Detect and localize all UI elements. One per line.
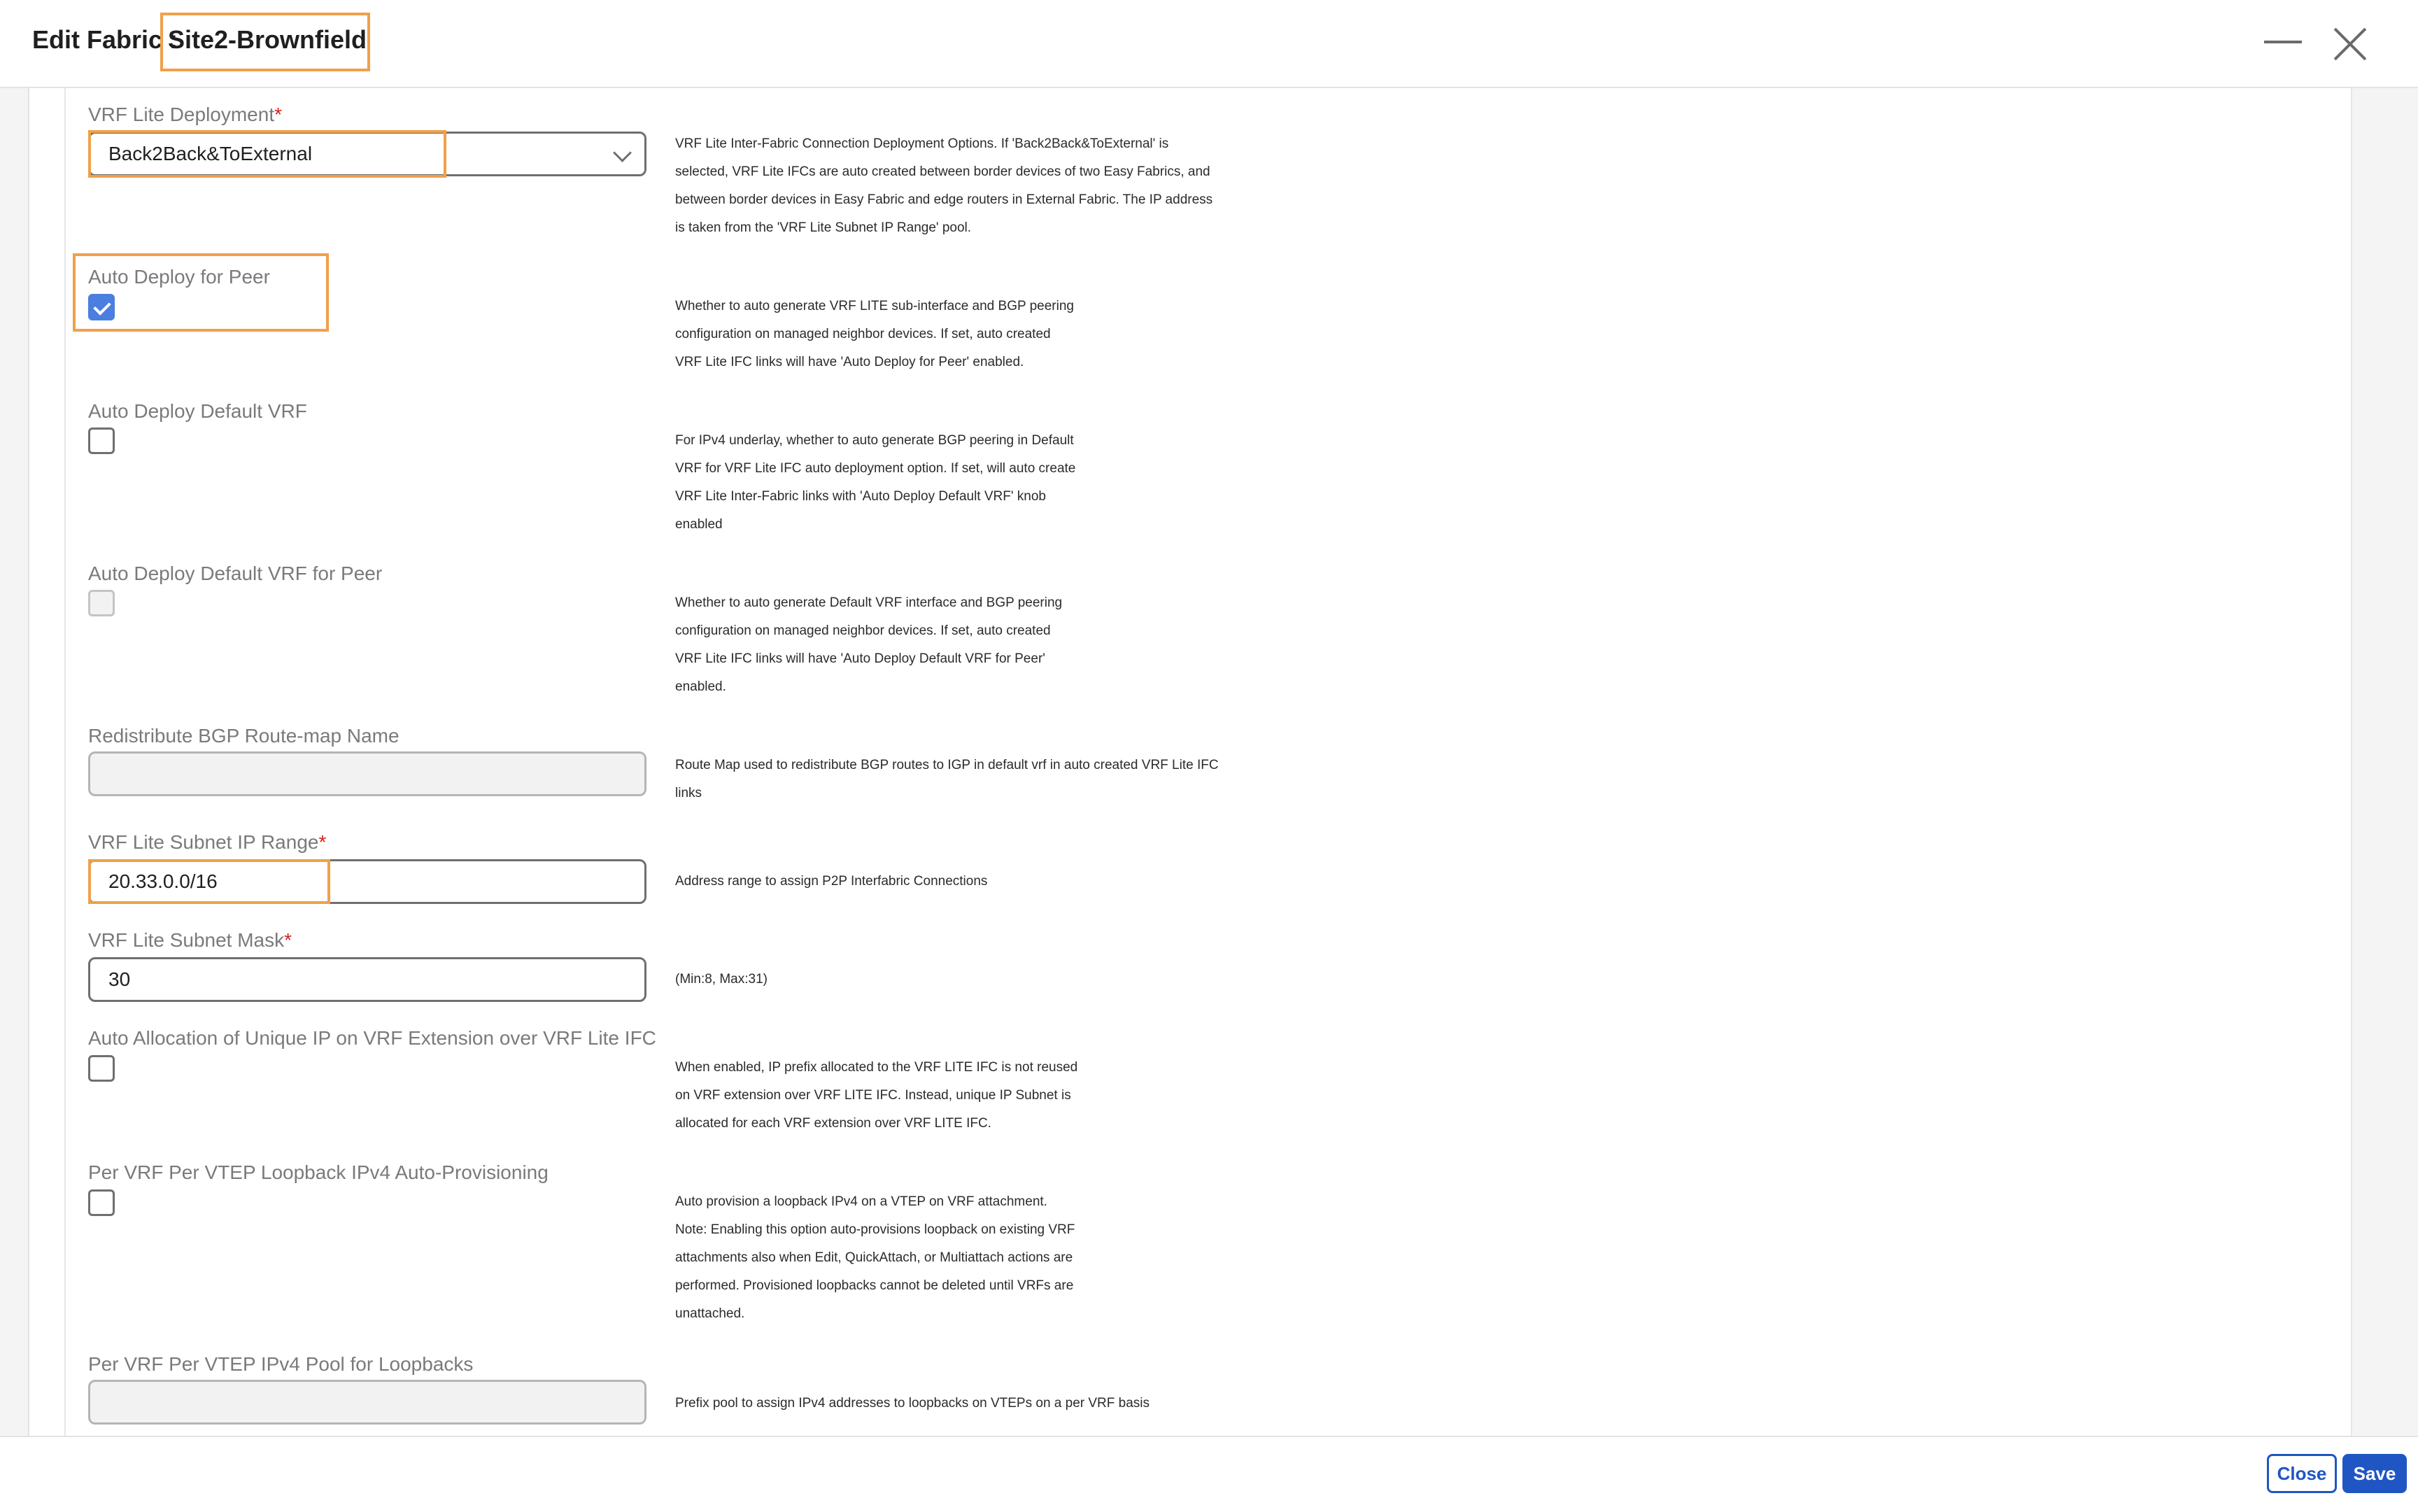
help-line: links [675,786,702,800]
per-vrf-loopback-pool-input [88,1380,646,1425]
auto-alloc-unique-ip-help [675,1054,1077,1138]
auto-alloc-unique-ip-checkbox[interactable] [88,1055,115,1082]
help-line: Route Map used to redistribute BGP routes to IGP in default vrf in auto created VRF Lite IFC [675,758,1219,772]
help-line: Whether to auto generate VRF LITE sub-interface and BGP peering [675,299,1074,313]
close-icon[interactable] [2333,27,2368,62]
help-line: Address range to assign P2P Interfabric Connections [675,874,988,889]
vrf-lite-deployment-select[interactable] [88,132,646,176]
help-line: VRF Lite Inter-Fabric links with 'Auto Deploy Default VRF' knob [675,489,1046,504]
auto-deploy-default-vrf-help [675,427,1075,539]
vrf-lite-subnet-mask-label [88,929,292,952]
vrf-lite-subnet-range-label [88,831,326,854]
help-line: performed. Provisioned loopbacks cannot be deleted until VRFs are [675,1278,1074,1293]
auto-deploy-peer-help [675,292,1074,376]
auto-deploy-peer-label: Auto Deploy for Peer [88,266,270,288]
help-line: on VRF extension over VRF LITE IFC. Instead, unique IP Subnet is [675,1088,1071,1103]
auto-deploy-default-vrf-peer-checkbox [88,590,115,616]
help-line: Prefix pool to assign IPv4 addresses to loopbacks on VTEPs on a per VRF basis [675,1396,1150,1411]
per-vrf-loopback-auto-checkbox[interactable] [88,1189,115,1216]
vrf-lite-subnet-mask-input[interactable] [88,957,646,1002]
redistribute-bgp-label: Redistribute BGP Route-map Name [88,725,400,747]
auto-deploy-default-vrf-checkbox[interactable] [88,428,115,454]
highlight-box-title [160,13,370,71]
help-line: configuration on managed neighbor devices. If set, auto created [675,623,1051,638]
required-mark: * [284,929,292,951]
vrf-lite-subnet-mask-label-text: VRF Lite Subnet Mask [88,929,285,951]
vrf-lite-subnet-range-help [675,868,987,896]
help-line: VRF Lite Inter-Fabric Connection Deployment Options. If 'Back2Back&ToExternal' is [675,136,1169,151]
vrf-lite-subnet-range-value: 20.33.0.0/16 [108,870,218,892]
help-line: VRF Lite IFC links will have 'Auto Deploy for Peer' enabled. [675,355,1024,369]
dialog-footer [0,1436,2418,1512]
redistribute-bgp-input [88,751,646,796]
help-line: unattached. [675,1306,745,1321]
per-vrf-loopback-pool-help [675,1390,1150,1418]
chevron-down-icon [613,143,632,162]
auto-alloc-unique-ip-label: Auto Allocation of Unique IP on VRF Extension over VRF Lite IFC [88,1027,656,1049]
vrf-lite-subnet-mask-value: 30 [108,968,131,990]
auto-deploy-default-vrf-peer-label: Auto Deploy Default VRF for Peer [88,563,383,584]
dialog-title-prefix: Edit Fabric : [32,25,178,54]
left-gutter [0,88,29,1436]
fabric-name-title: Site2-Brownfield [168,25,367,54]
vrf-lite-deployment-value: Back2Back&ToExternal [108,143,313,164]
help-line: configuration on managed neighbor devices. If set, auto created [675,327,1051,341]
minimize-icon[interactable] [2264,31,2302,52]
vrf-lite-deployment-help [675,130,1212,242]
vrf-lite-subnet-mask-help [675,966,768,994]
auto-deploy-default-vrf-peer-help [675,589,1062,701]
required-mark: * [274,104,283,125]
per-vrf-loopback-pool-label: Per VRF Per VTEP IPv4 Pool for Loopbacks [88,1353,474,1375]
redistribute-bgp-help [675,751,1219,807]
vrf-lite-subnet-range-input[interactable] [88,859,646,904]
auto-deploy-default-vrf-label: Auto Deploy Default VRF [88,400,307,422]
help-line: Note: Enabling this option auto-provisions loopback on existing VRF [675,1222,1075,1237]
right-gutter [2352,88,2418,1436]
help-line: enabled [675,517,723,532]
help-line: VRF Lite IFC links will have 'Auto Deploy Default VRF for Peer' [675,651,1045,666]
vrf-lite-deployment-label-text: VRF Lite Deployment [88,104,275,125]
auto-deploy-peer-checkbox[interactable] [88,294,115,320]
vrf-lite-deployment-label [88,104,282,126]
help-line: When enabled, IP prefix allocated to the VRF LITE IFC is not reused [675,1060,1078,1075]
required-mark: * [318,831,327,853]
per-vrf-loopback-auto-help [675,1188,1075,1328]
help-line: Whether to auto generate Default VRF interface and BGP peering [675,595,1063,610]
help-line: allocated for each VRF extension over VRF LITE IFC. [675,1116,991,1131]
per-vrf-loopback-auto-label: Per VRF Per VTEP Loopback IPv4 Auto-Provisioning [88,1161,549,1183]
panel-border-left [64,88,66,1436]
help-line: VRF for VRF Lite IFC auto deployment option. If set, will auto create [675,461,1076,476]
help-line: enabled. [675,679,726,694]
help-line: selected, VRF Lite IFCs are auto created between border devices of two Easy Fabrics, and [675,164,1210,179]
help-line: For IPv4 underlay, whether to auto generate BGP peering in Default [675,433,1074,448]
save-button[interactable]: Save [2342,1454,2407,1493]
close-button[interactable]: Close [2267,1454,2337,1493]
help-line: (Min:8, Max:31) [675,972,768,987]
help-line: attachments also when Edit, QuickAttach, or Multiattach actions are [675,1250,1073,1265]
help-line: Auto provision a loopback IPv4 on a VTEP on VRF attachment. [675,1194,1047,1209]
help-line: is taken from the 'VRF Lite Subnet IP Range' pool. [675,220,972,235]
dialog-header [0,0,2418,88]
vrf-lite-subnet-range-label-text: VRF Lite Subnet IP Range [88,831,319,853]
help-line: between border devices in Easy Fabric and edge routers in External Fabric. The IP address [675,192,1213,207]
